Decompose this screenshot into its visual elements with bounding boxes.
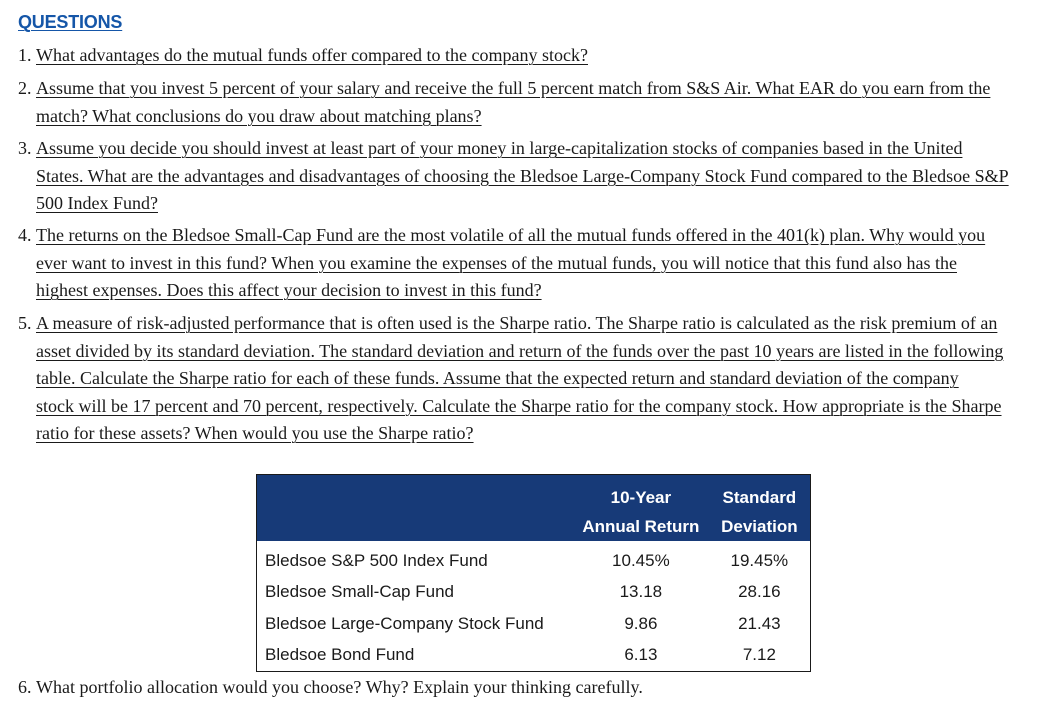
header-sd-top: Standard — [709, 475, 811, 509]
fund-std-dev: 28.16 — [738, 582, 781, 602]
question-link[interactable]: ever want to invest in this fund? When you examine the expenses of the mutual funds, you will notice that this fund also has the — [36, 252, 957, 273]
question-number: 5. — [18, 313, 32, 333]
question-link[interactable]: ratio for these assets? When would you use the Sharpe ratio? — [36, 423, 474, 443]
question-1 — [18, 42, 1040, 70]
header-sd-bottom: Deviation — [709, 508, 811, 541]
header-return-top: 10-Year — [573, 475, 709, 509]
table-row — [257, 608, 811, 640]
question-number: 3. — [18, 138, 32, 158]
question-link[interactable]: highest expenses. Does this affect your decision to invest in this fund? — [36, 280, 542, 300]
question-4 — [18, 222, 1040, 305]
question-link[interactable]: 500 Index Fund? — [36, 193, 158, 213]
question-3 — [18, 135, 1040, 218]
fund-return: 6.13 — [624, 645, 658, 665]
question-link[interactable]: Assume that you invest 5 percent of your salary and receive the full 5 percent match from S&S Air. What EAR do you earn from the — [36, 78, 991, 98]
fund-std-dev: 21.43 — [738, 613, 781, 633]
fund-name: Bledsoe S&P 500 Index Fund — [265, 550, 488, 570]
question-link[interactable]: A measure of risk-adjusted performance that is often used is the Sharpe ratio. The Sharpe ratio is calculated as the risk premium of an — [36, 313, 998, 333]
question-link[interactable]: The returns on the Bledsoe Small-Cap Fund are the most volatile of all the mutual funds offered in the 401(k) plan. Why would you — [36, 225, 986, 245]
fund-std-dev: 19.45% — [730, 550, 789, 570]
question-link[interactable]: table. Calculate the Sharpe ratio for each of these funds. Assume that the expected return and standard deviation of the company — [36, 368, 959, 388]
table-header-row — [257, 475, 811, 509]
table-row — [257, 577, 811, 609]
header-fund-name — [257, 475, 574, 509]
fund-return: 10.45% — [612, 550, 670, 570]
header-fund-name-bottom — [257, 508, 574, 541]
fund-return: 13.18 — [619, 582, 663, 602]
table-row — [257, 640, 811, 672]
questions-heading[interactable]: QUESTIONS — [18, 12, 123, 32]
question-link[interactable]: What advantages do the mutual funds offer compared to the company stock? — [36, 45, 588, 65]
question-number: 1. — [18, 45, 32, 65]
table-header-row — [257, 508, 811, 541]
question-2 — [18, 75, 1040, 130]
question-5 — [18, 310, 1040, 448]
fund-std-dev: 7.12 — [742, 645, 776, 665]
question-6 — [18, 674, 643, 701]
question-number: 2. — [18, 78, 32, 98]
question-link[interactable]: asset divided by its standard deviation. The standard deviation and return of the funds over the past 10 years are listed in the following — [36, 340, 1004, 361]
question-number: 4. — [18, 225, 32, 245]
fund-performance-table — [256, 474, 811, 672]
fund-return: 9.86 — [624, 613, 658, 633]
question-link[interactable]: stock will be 17 percent and 70 percent, respectively. Calculate the Sharpe ratio for the company stock. How appropriate is the Sharpe — [36, 395, 1002, 416]
question-link[interactable]: States. What are the advantages and disadvantages of choosing the Bledsoe Large-Company Stock Fund compared to the Bledsoe S&P — [36, 165, 1009, 186]
fund-name: Bledsoe Bond Fund — [265, 645, 415, 665]
fund-name: Bledsoe Small-Cap Fund — [265, 582, 454, 602]
fund-name: Bledsoe Large-Company Stock Fund — [265, 613, 544, 633]
question-text: What portfolio allocation would you choose? Why? Explain your thinking carefully. — [36, 677, 643, 697]
table-row — [257, 541, 811, 577]
question-link[interactable]: match? What conclusions do you draw about matching plans? — [36, 105, 482, 126]
question-number: 6. — [18, 677, 32, 697]
header-return-bottom: Annual Return — [573, 508, 709, 541]
question-link[interactable]: Assume you decide you should invest at least part of your money in large-capitalization stocks of companies based in the United — [36, 138, 963, 158]
